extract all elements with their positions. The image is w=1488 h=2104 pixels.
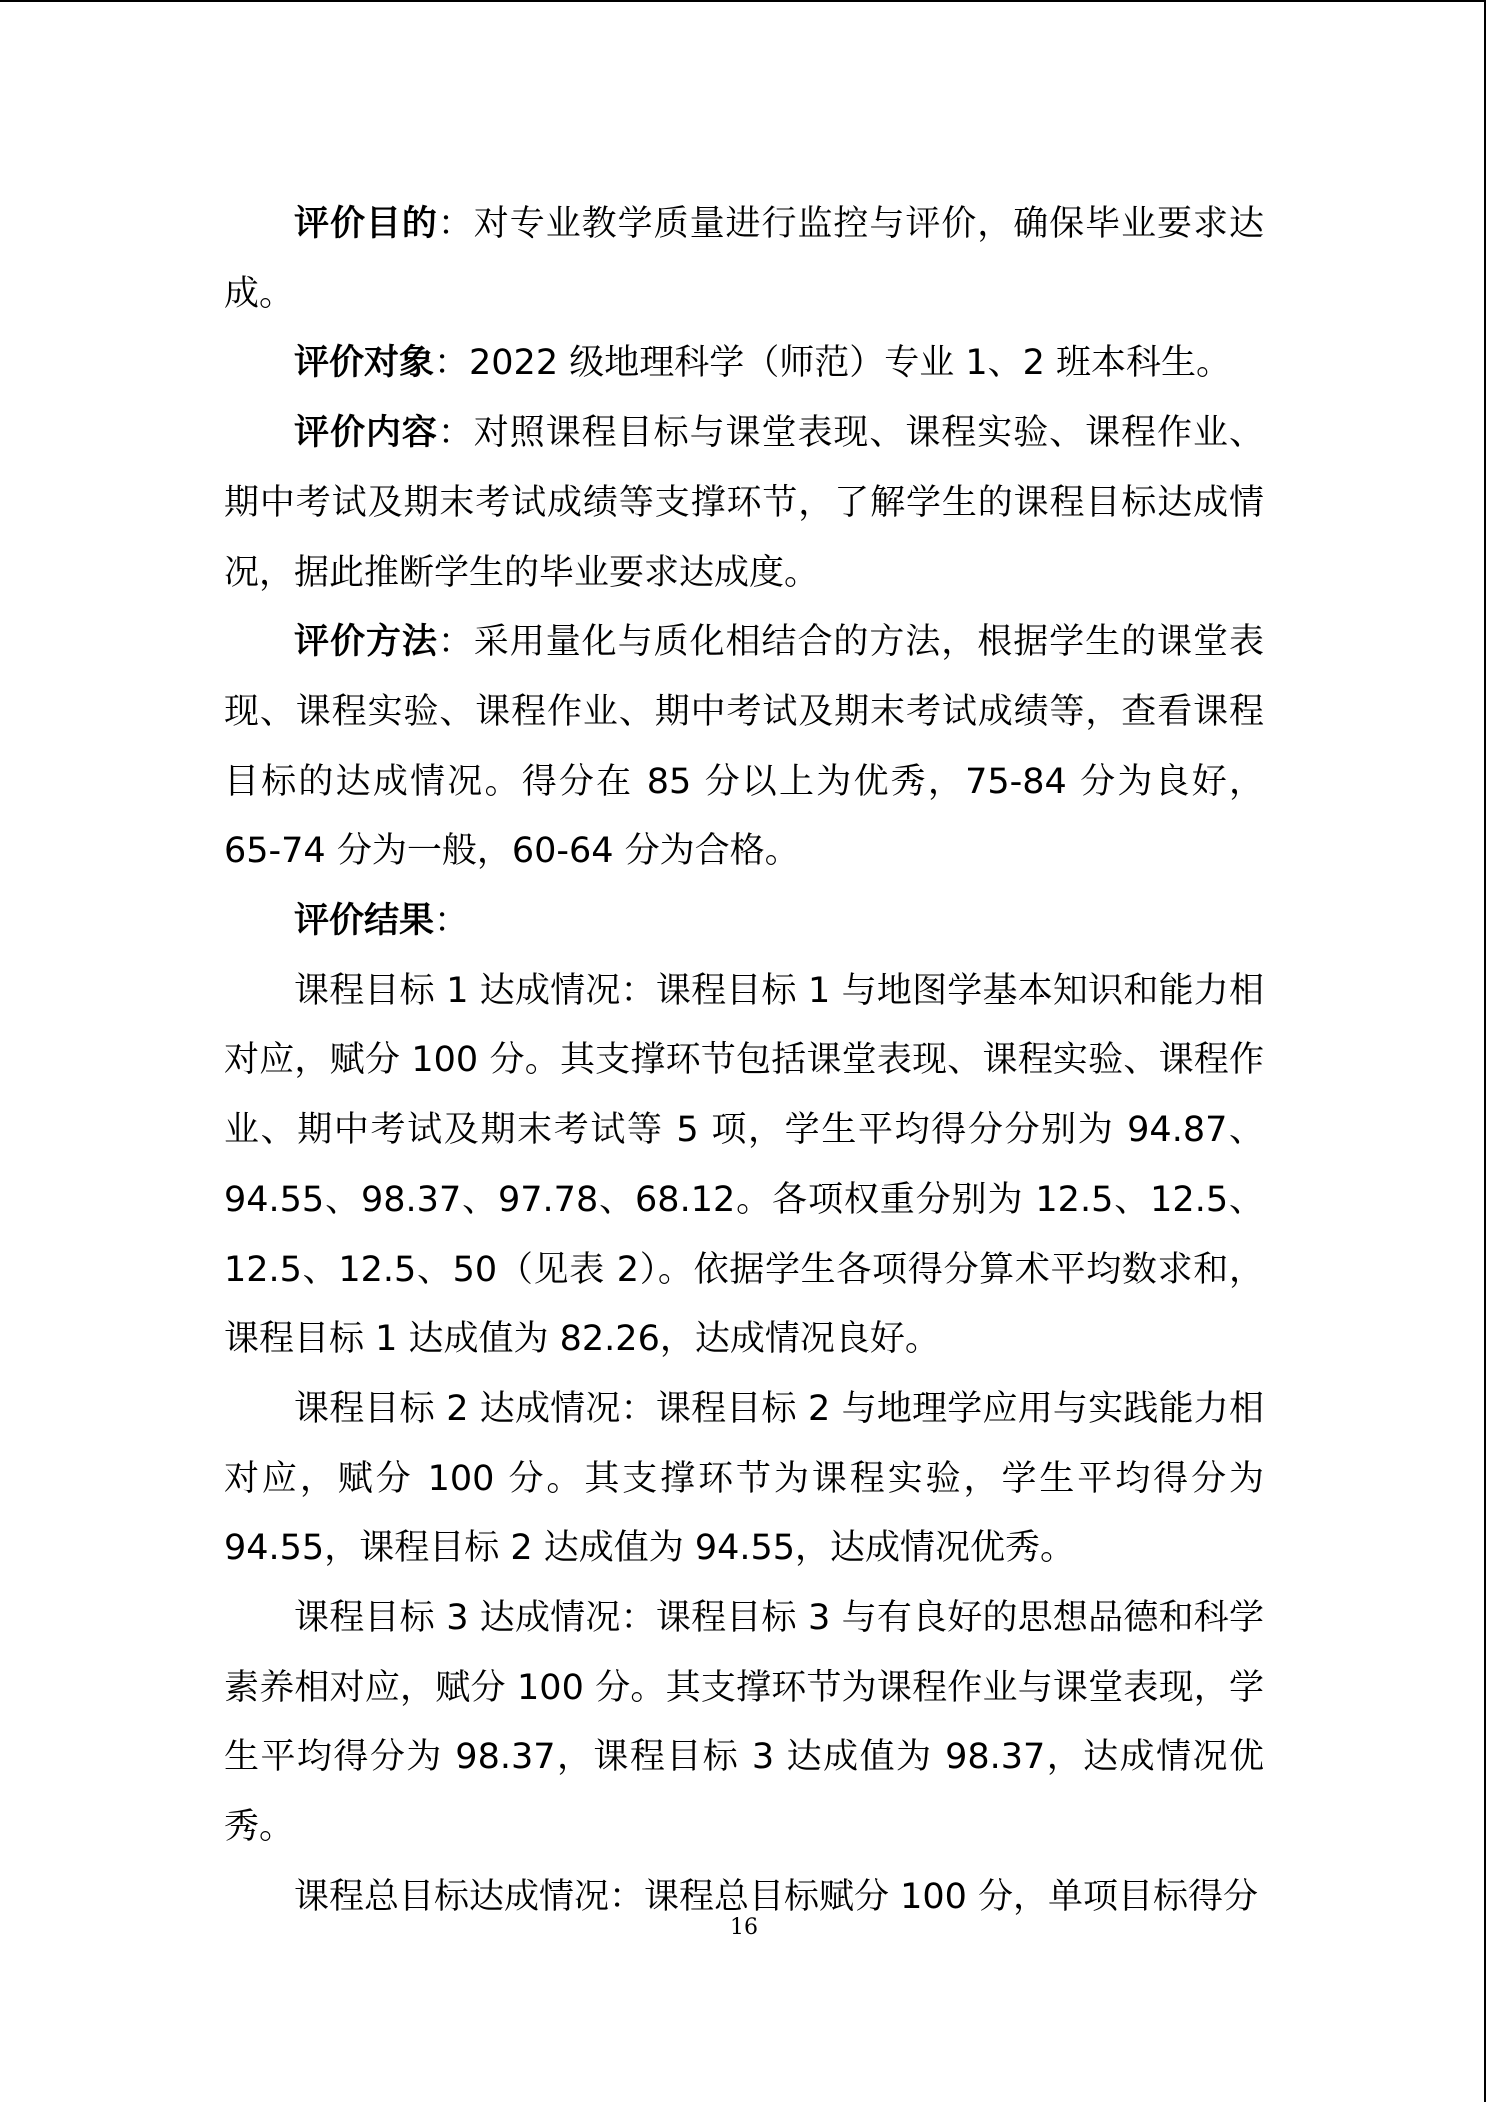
paragraph-text: 课程目标 1 达成情况：课程目标 1 与地图学基本知识和能力相对应，赋分 100 分。其支撑环节包括课堂表现、课程实验、课程作业、期中考试及期末考试等 5 项，学生平均得分分别为 94.87、94.55、98.37、97.78、68.12。各项权重分别为 12.5、12.5、12.5、12.5、50（见表 2）。依据学生各项得分算术平均数求和，课程目标 1 达成值为 82.26，达成情况良好。 — [224, 970, 1264, 1360]
paragraph-text: ：2022 级地理科学（师范）专业 1、2 班本科生。 — [434, 343, 1232, 384]
paragraph-evaluation-content — [224, 399, 1264, 608]
paragraph-text: ：采用量化与质化相结合的方法，根据学生的课堂表现、课程实验、课程作业、期中考试及期末考试成绩等，查看课程目标的达成情况。得分在 85 分以上为优秀，75-84 分为良好，65-74 分为一般，60-64 分为合格。 — [224, 622, 1264, 872]
paragraph-objective-1 — [224, 957, 1264, 1375]
paragraph-label: 评价内容 — [294, 413, 438, 454]
paragraph-evaluation-result — [224, 887, 1264, 957]
document-body — [224, 190, 1264, 1933]
paragraph-objective-3 — [224, 1584, 1264, 1863]
paragraph-label: 评价对象 — [294, 343, 435, 384]
paragraph-evaluation-purpose — [224, 190, 1264, 329]
paragraph-text: 课程总目标达成情况：课程总目标赋分 100 分，单项目标得分 — [294, 1876, 1259, 1917]
paragraph-text: ： — [434, 901, 470, 942]
paragraph-text: ：对照课程目标与课堂表现、课程实验、课程作业、期中考试及期末考试成绩等支撑环节，了解学生的课程目标达成情况，据此推断学生的毕业要求达成度。 — [224, 413, 1264, 593]
paragraph-evaluation-target — [224, 329, 1264, 399]
paragraph-objective-2 — [224, 1375, 1264, 1584]
page-number: 16 — [730, 1915, 758, 1940]
paragraph-label: 评价结果 — [294, 901, 435, 942]
paragraph-text: 课程目标 2 达成情况：课程目标 2 与地理学应用与实践能力相对应，赋分 100 分。其支撑环节为课程实验，学生平均得分为 94.55，课程目标 2 达成值为 94.55，达成情况优秀。 — [224, 1388, 1264, 1569]
paragraph-label: 评价方法 — [294, 622, 438, 663]
paragraph-text: 课程目标 3 达成情况：课程目标 3 与有良好的思想品德和科学素养相对应，赋分 100 分。其支撑环节为课程作业与课堂表现，学生平均得分为 98.37，课程目标 3 达成值为 98.37，达成情况优秀。 — [224, 1598, 1264, 1848]
paragraph-evaluation-method — [224, 608, 1264, 887]
paragraph-label: 评价目的 — [294, 204, 438, 244]
paragraph-text: ：对专业教学质量进行监控与评价，确保毕业要求达成。 — [224, 204, 1264, 314]
